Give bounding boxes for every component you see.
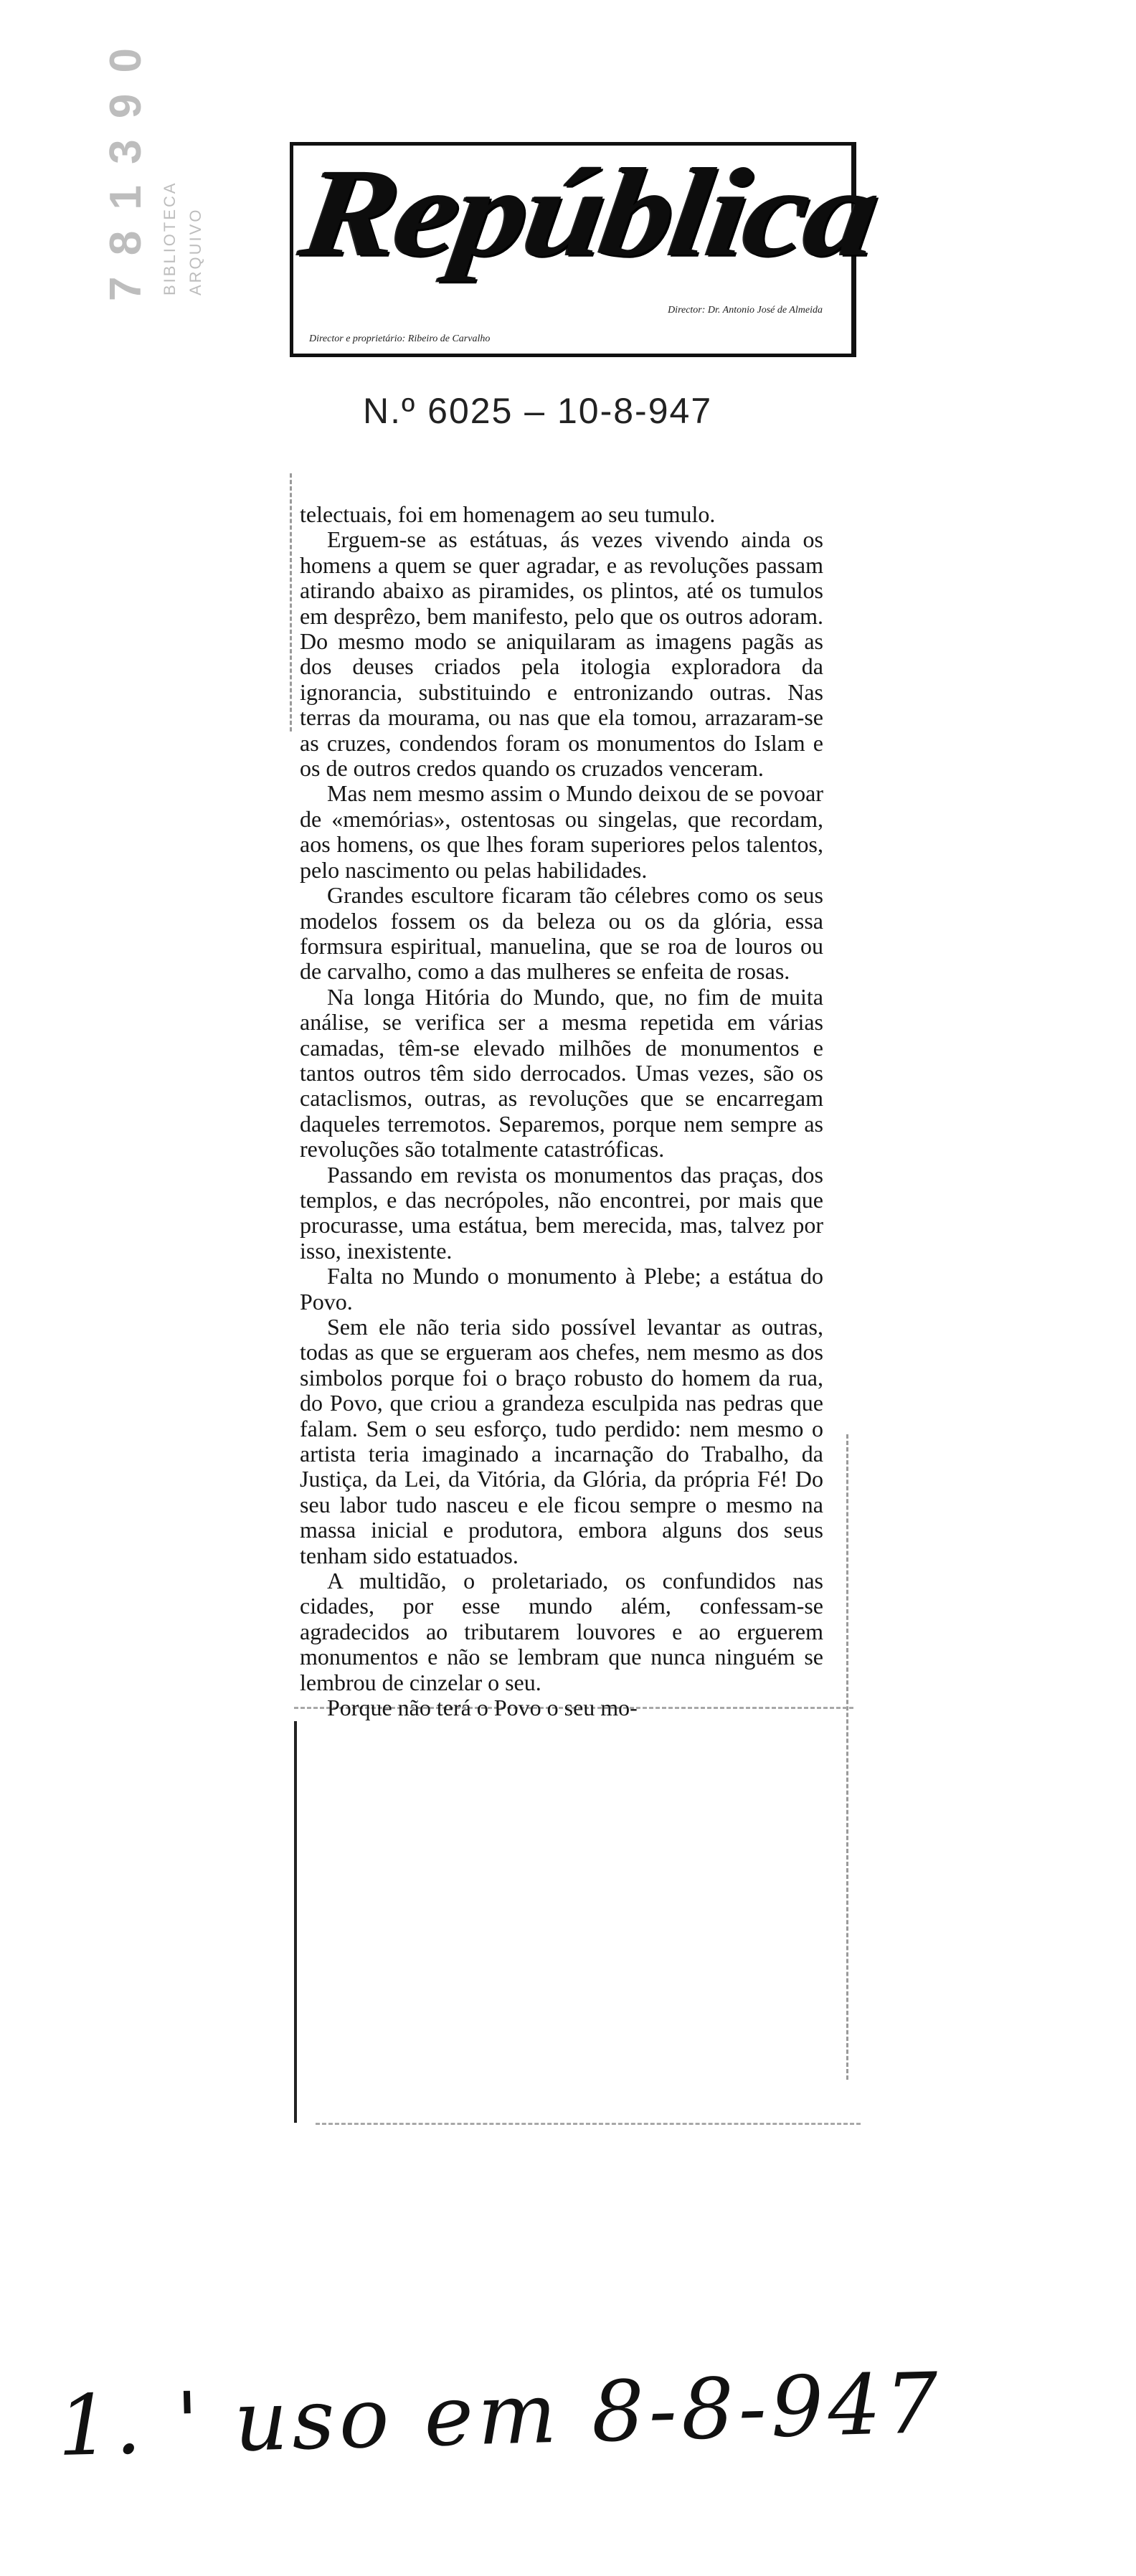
director-line: Director: Dr. Antonio José de Almeida	[668, 305, 823, 316]
article-paragraph: Grandes escultore ficaram tão célebres como os seus modelos fossem os da beleza ou os da glória, essa formsura espiritual, manuelina, que se roa de louros ou de carvalho, como a das mulheres se enfeita de rosas.	[300, 882, 823, 985]
article-paragraph: A multidão, o proletariado, os confundidos nas cidades, por esse mundo além, confessam-se agradecidos ao tributarem louvores e ao erguerem monumentos e não se lembram que nunca ninguém se lembrou de cinzelar o seu.	[300, 1568, 823, 1695]
stamp-number: 7 8 1 3 9 0	[101, 43, 151, 301]
stamp-line-2: ARQUIVO	[186, 207, 204, 295]
article-paragraph: Na longa Hitória do Mundo, que, no fim de muita análise, se verifica ser a mesma repetida em várias camadas, têm-se elevado milhões de monumentos e tantos outros têm sido derrocados. Umas vezes, são os cataclismos, outras, as revoluções que se encarregam daqueles terremotos. Separemos, porque nem sempre as revoluções são totalmente catastróficas.	[300, 983, 823, 1162]
clipping-edge-bottom	[316, 2123, 861, 2125]
clipping-edge-left	[290, 473, 292, 731]
article-paragraph: telectuais, foi em homenagem ao seu tumulo.	[300, 501, 716, 527]
article-paragraph: Porque não terá o Povo o seu mo-	[327, 1695, 638, 1721]
article-paragraph: Mas nem mesmo assim o Mundo deixou de se povoar de «memórias», ostentosas ou singelas, que recordam, aos homens, os que lhes foram superiores pelos talentos, pelo nascimento ou pelas habilidades.	[300, 780, 823, 883]
archive-stamp	[100, 0, 222, 301]
founder-line: Director e proprietário: Ribeiro de Carvalho	[309, 333, 491, 344]
issue-number-date: N.º 6025 – 10-8-947	[363, 391, 713, 431]
clipping-edge-right	[846, 1434, 848, 2080]
newspaper-logo: República	[293, 143, 885, 283]
stamp-line-1: BIBLIOTECA	[161, 181, 179, 295]
masthead-box	[290, 142, 885, 357]
handwritten-note: 1. ' uso em 8-8-947	[56, 2354, 944, 2476]
article-body	[300, 502, 823, 1721]
article-paragraph: Erguem-se as estátuas, ás vezes vivendo ainda os homens a quem se quer agradar, e as revoluções passam atirando abaixo as piramides, os plintos, até os tumulos em desprêzo, bem manifesto, pelo que os outros adoram. Do mesmo modo se aniquilaram as imagens pagãs as dos deuses criados pela itologia exploradora da ignorancia, substituindo e entronizando outras. Nas terras da mourama, ou nas que ela tomou, arrazaram-se as cruzes, condendos foram os monumentos do Islam e os de outros credos quando os cruzados venceram.	[300, 526, 823, 782]
clipping-bar-left	[294, 1721, 297, 2123]
article-paragraph: Passando em revista os monumentos das praças, dos templos, e das necrópoles, não encontrei, por mais que procurasse, uma estátua, bem merecida, mas, talvez por isso, inexistente.	[300, 1161, 823, 1264]
article-paragraph: Falta no Mundo o monumento à Plebe; a estátua do Povo.	[300, 1263, 823, 1315]
article-paragraph: Sem ele não teria sido possível levantar as outras, todas as que se ergueram aos chefes, nem mesmo as dos simbolos porque foi o braço robusto do homem da rua, do Povo, que criou a grandeza esculpida nas pedras que falam. Sem o seu esforço, tudo perdido: nem mesmo o artista teria imaginado a incarnação do Trabalho, da Justiça, da Lei, da Vitória, da Glória, da própria Fé! Do seu labor tudo nasceu e ele ficou sempre o mesmo na massa inicial e produtora, embora alguns dos seus tenham sido estatuados.	[300, 1314, 823, 1568]
